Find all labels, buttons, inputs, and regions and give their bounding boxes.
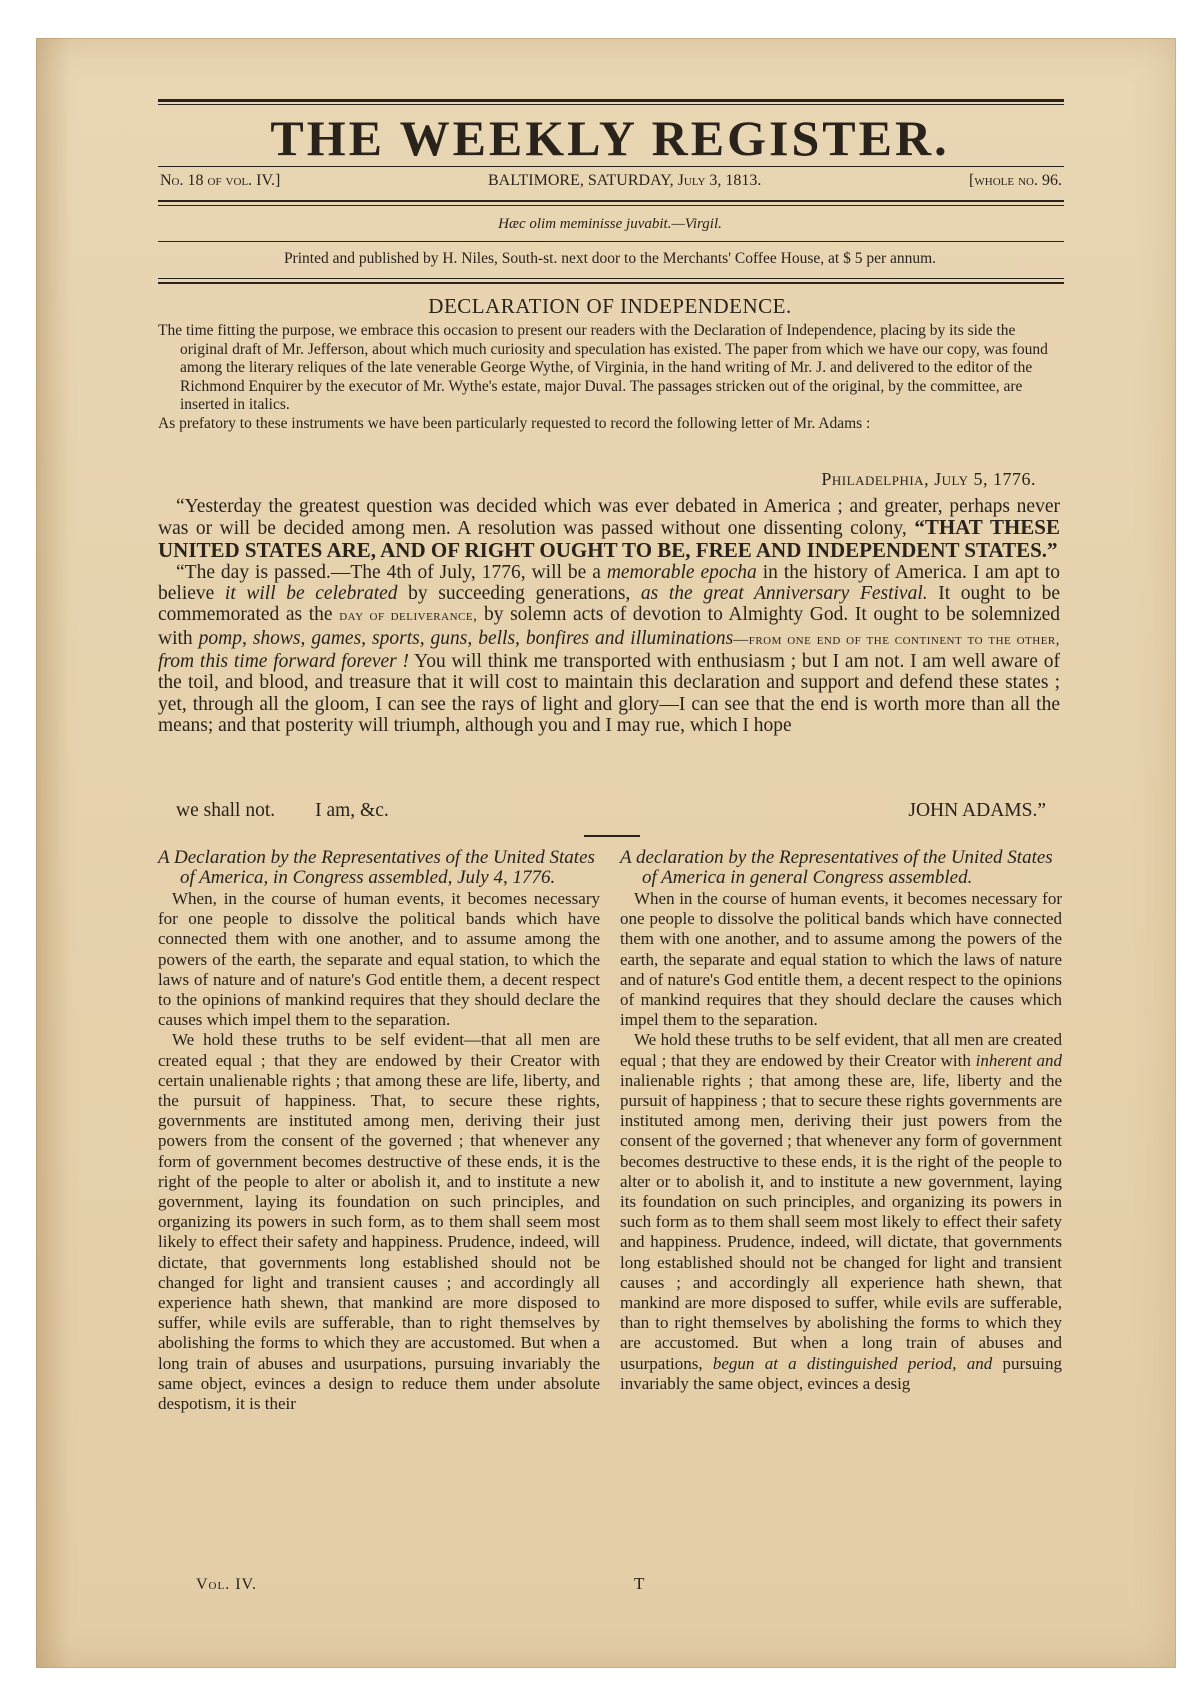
letter-signoff: [176, 800, 1046, 822]
letter-text: It ought to be commemorated as the: [158, 583, 1061, 626]
top-rule-thin: [158, 104, 1064, 105]
motto: Hæc olim meminisse juvabit.—Virgil.: [498, 216, 722, 232]
letter-italic-text: pomp, shows, games, sports, guns, bells, bonfires and illuminations: [198, 627, 734, 649]
section-divider: [584, 835, 640, 837]
letter-text: “Yesterday the greatest question was decided which was ever debated in America ; and greater, perhaps never was or will be decided among men. A resolution was passed without one dissenting colony,: [158, 496, 1060, 540]
letter-dateline: [158, 469, 1036, 490]
letter-smallcaps-text: —from one end of the continent to the other,: [733, 631, 1060, 648]
footer-signature-mark: T: [634, 1574, 645, 1593]
letter-smallcaps-text: day of deliverance,: [339, 608, 478, 625]
issue-number: No. 18 of vol. IV.]: [160, 172, 281, 189]
imprint-line: Printed and published by H. Niles, South-st. next door to the Merchants' Coffee House, at $ 5 per annum.: [283, 250, 937, 267]
letter-text: “The day is passed.—The 4th of July, 1776, will be a: [176, 561, 607, 583]
letter-text: in the history of America. I am apt to believe: [158, 561, 1060, 605]
left-column-final-declaration: [158, 848, 600, 1414]
letter-italic-text: it will be celebrated: [224, 583, 398, 605]
left-column-paragraph: When, in the course of human events, it becomes necessary for one people to dissolve the political bands which have connected them with one another, and to assume among the powers of the earth, the separate and equal station, to which the laws of nature and of nature's God entitle them, a decent respect to the opinions of mankind requires that they should declare the causes which impel them to the separation.: [158, 889, 600, 1030]
adams-letter: [158, 496, 1060, 736]
top-rule-thick: [158, 99, 1064, 102]
right-column-text: pursuing invariably the same object, evinces a desig: [620, 1353, 1063, 1393]
closing-text: we shall not.: [176, 800, 276, 821]
meta-rule-thick: [158, 200, 1064, 202]
closing-salutation: I am, &c.: [315, 800, 389, 821]
right-column-heading: A declaration by the Representatives of the United States of America in general Congress assembled.: [620, 847, 1053, 888]
section-title: DECLARATION OF INDEPENDENCE.: [428, 294, 792, 318]
right-column-paragraph: [620, 1030, 1062, 1394]
motto-rule: [158, 241, 1064, 242]
letter-italic-text: from this time forward forever !: [158, 651, 410, 673]
imprint-rule-thick: [158, 282, 1064, 284]
footer-volume: Vol. IV.: [196, 1576, 258, 1593]
issue-whole-number: [whole no. 96.: [969, 172, 1062, 189]
letter-text: by solemn acts of devotion to Almighty God. It ought to be solemnized with: [158, 604, 1061, 649]
right-column-italic-text: inherent and: [975, 1050, 1062, 1070]
right-column-italic-text: begun at a distinguished period, and: [712, 1353, 993, 1373]
signoff-closing: [176, 800, 389, 822]
letter-text: by succeeding generations,: [397, 583, 641, 605]
letter-text: You will think me transported with enthusiasm ; but I am not. I am well aware of the toil, and blood, and treasure that it will cost to maintain this declaration and support and defend these states ; yet, through all the gloom, I can see the rays of light and glory—I can see that the end is worth more than all the means; and that posterity will triumph, although you and I may rue, which I hope: [158, 651, 1060, 736]
letter-italic-text: memorable epocha: [606, 561, 757, 583]
right-column-paragraph: When in the course of human events, it becomes necessary for one people to dissolve the political bands which have connected them with one another, and to assume among the powers of the earth, the separate and equal station to which the laws of nature and of nature's God entitle them, a decent respect to the opinions of mankind requires that they should declare the causes which impel them to the separation.: [620, 889, 1062, 1030]
issue-place-date: BALTIMORE, SATURDAY, July 3, 1813.: [487, 172, 762, 189]
masthead-title: THE WEEKLY REGISTER.: [270, 110, 950, 166]
right-column-text: inalienable rights ; that among these are, life, liberty and the pursuit of happiness ; that to secure these rights governments are instituted among men, deriving their just powers from the consent of the governed ; that whenever any form of government becomes destructive to these ends, it is the right of the people to alter or to abolish it, and to institute a new government, laying its foundation on such principles, and organizing its powers in such form as to them shall seem most likely to effect their safety and happiness. Prudence, indeed, will dictate, that governments long established should not be changed for light and transient causes ; and accordingly all experience hath shewn, that mankind are more disposed to suffer, while evils are sufferable, than to right themselves by abolishing the forms to which they are accustomed. But when a long train of abuses and usurpations,: [620, 1070, 1062, 1373]
intro-paragraph: The time fitting the purpose, we embrace this occasion to present our readers with the Declaration of Independence, placing by its side the original draft of Mr. Jefferson, about which much curiosity and speculation has existed. The paper from which we have our copy, was found among the literary reliques of the late venerable George Wythe, of Virginia, in the hand writing of Mr. J. and delivered to the editor of the Richmond Enquirer by the executor of Mr. Wythe's estate, major Duval. The passages stricken out of the original, by the committee, are inserted in italics.: [158, 322, 1048, 414]
editorial-intro: [158, 322, 1058, 434]
issue-meta-line: [160, 172, 1062, 190]
right-column-text: We hold these truths to be self evident, that all men are created equal ; that they are endowed by their Creator with: [620, 1030, 1062, 1070]
letter-signature: JOHN ADAMS.”: [908, 800, 1046, 821]
left-column-heading: A Declaration by the Representatives of the United States of America, in Congress assembled, July 4, 1776.: [158, 847, 595, 888]
letter-italic-text: as the great Anniversary Festival.: [640, 583, 928, 605]
resolution-caps-text: “THAT THESE UNITED STATES ARE, AND OF RIGHT OUGHT TO BE, FREE AND INDEPENDENT STATES.”: [158, 515, 1060, 562]
masthead-rule: [158, 166, 1064, 167]
meta-rule-thin: [158, 205, 1064, 206]
imprint-rule-thin: [158, 278, 1064, 279]
dateline-text: Philadelphia, July 5, 1776.: [821, 469, 1036, 489]
right-column-original-draft: [620, 848, 1062, 1394]
letter-paragraph: [158, 496, 1060, 562]
letter-paragraph: [158, 562, 1060, 736]
left-column-paragraph: We hold these truths to be self evident—that all men are created equal ; that they are endowed by their Creator with certain unalienable rights ; that among these are life, liberty, and the pursuit of happiness. That, to secure these rights, governments are instituted among men, deriving their just powers from the consent of the governed ; that whenever any form of government becomes destructive of these ends, it is the right of the people to alter or abolish it, and to institute a new government, laying its foundation on such principles, and organizing its powers in such form, as to them shall seem most likely to effect their safety and happiness. Prudence, indeed, will dictate, that governments long established should not be changed for light and transient causes ; and accordingly all experience hath shewn, that mankind are more disposed to suffer, while evils are sufferable, than to right themselves by abolishing the forms to which they are accustomed. But when a long train of abuses and usurpations, pursuing invariably the same object, evinces a design to reduce them under absolute despotism, it is their: [158, 1030, 600, 1414]
intro-paragraph: As prefatory to these instruments we have been particularly requested to record the following letter of Mr. Adams :: [158, 414, 871, 432]
